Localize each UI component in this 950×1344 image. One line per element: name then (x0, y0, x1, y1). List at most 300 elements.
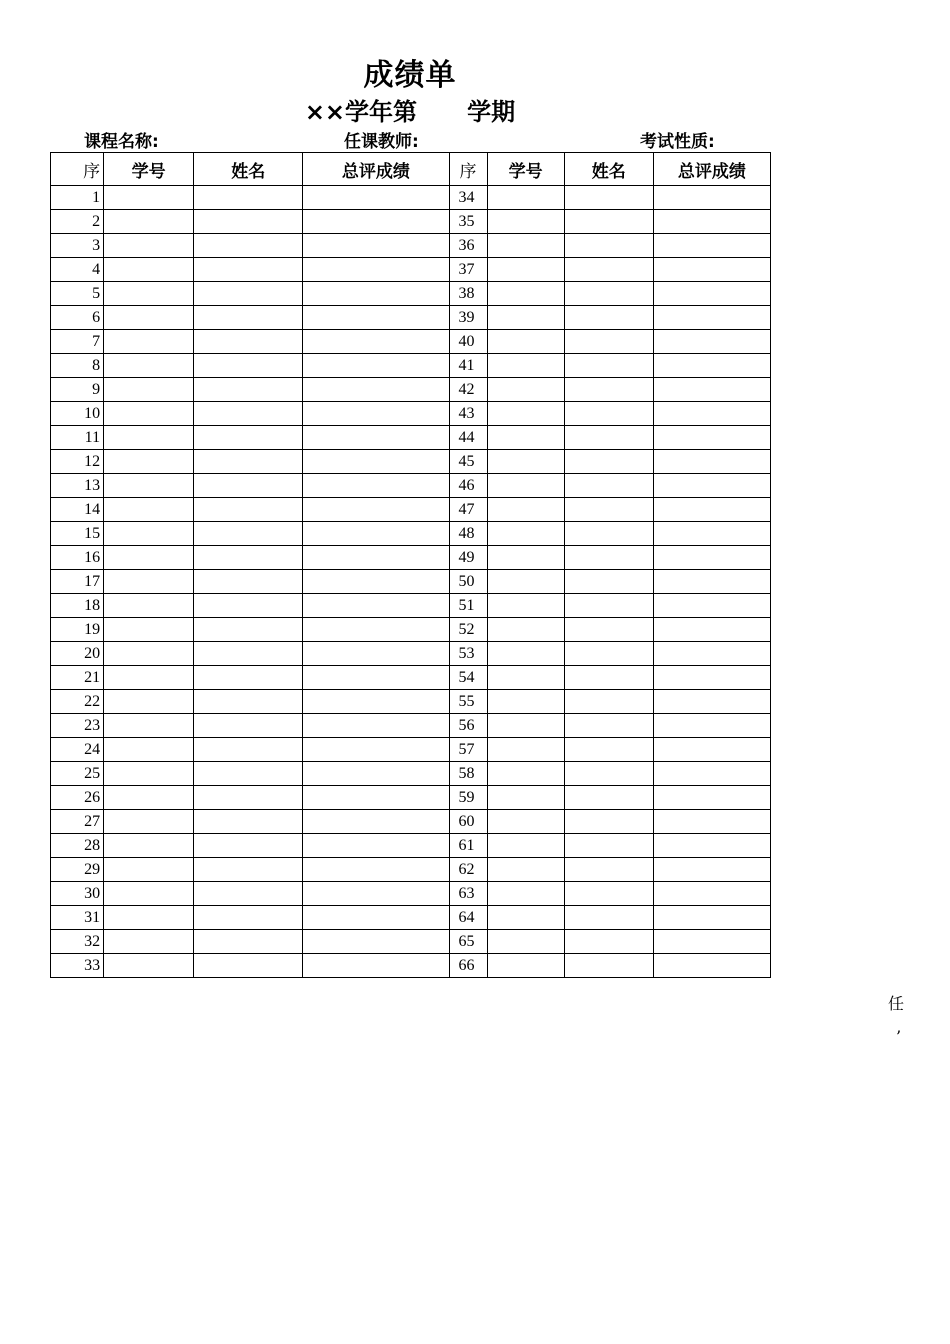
student-name-cell[interactable] (194, 762, 303, 786)
student-name-cell[interactable] (564, 930, 653, 954)
student-name-cell[interactable] (564, 378, 653, 402)
student-id-cell[interactable] (104, 546, 194, 570)
total-score-cell[interactable] (303, 666, 449, 690)
student-name-cell[interactable] (194, 402, 303, 426)
student-name-cell[interactable] (564, 738, 653, 762)
student-id-cell[interactable] (487, 690, 564, 714)
total-score-cell[interactable] (303, 282, 449, 306)
student-name-cell[interactable] (564, 786, 653, 810)
student-name-cell[interactable] (564, 522, 653, 546)
seq-cell: 11 (51, 426, 104, 450)
total-score-cell[interactable] (653, 330, 770, 354)
student-id-cell[interactable] (487, 354, 564, 378)
seq-cell: 47 (449, 498, 487, 522)
student-id-cell[interactable] (487, 426, 564, 450)
seq-cell: 30 (51, 882, 104, 906)
student-name-cell[interactable] (194, 354, 303, 378)
student-name-cell[interactable] (564, 834, 653, 858)
table-row (51, 210, 771, 234)
table-row (51, 402, 771, 426)
teacher-label: 任课教师: (344, 132, 419, 152)
header-student-id-left: 学号 (104, 153, 194, 186)
student-name-cell[interactable] (194, 882, 303, 906)
table-row (51, 930, 771, 954)
student-name-cell[interactable] (564, 954, 653, 978)
total-score-cell[interactable] (303, 186, 449, 210)
header-name-left: 姓名 (194, 153, 303, 186)
total-score-cell[interactable] (653, 426, 770, 450)
student-id-cell[interactable] (104, 258, 194, 282)
seq-cell: 57 (449, 738, 487, 762)
seq-cell: 20 (51, 642, 104, 666)
total-score-cell[interactable] (303, 714, 449, 738)
student-id-cell[interactable] (487, 330, 564, 354)
table-row (51, 906, 771, 930)
seq-cell: 61 (449, 834, 487, 858)
student-name-cell[interactable] (194, 786, 303, 810)
student-id-cell[interactable] (104, 594, 194, 618)
seq-cell: 25 (51, 762, 104, 786)
header-total-score-left: 总评成绩 (303, 153, 449, 186)
seq-cell: 59 (449, 786, 487, 810)
seq-cell: 22 (51, 690, 104, 714)
total-score-cell[interactable] (653, 834, 770, 858)
student-name-cell[interactable] (564, 810, 653, 834)
seq-cell: 31 (51, 906, 104, 930)
seq-cell: 27 (51, 810, 104, 834)
student-id-cell[interactable] (104, 642, 194, 666)
seq-cell: 34 (449, 186, 487, 210)
total-score-cell[interactable] (303, 354, 449, 378)
student-id-cell[interactable] (487, 786, 564, 810)
student-id-cell[interactable] (104, 522, 194, 546)
header-seq-right: 序 (449, 153, 487, 186)
student-name-cell[interactable] (564, 570, 653, 594)
student-id-cell[interactable] (487, 450, 564, 474)
seq-cell: 4 (51, 258, 104, 282)
total-score-cell[interactable] (303, 954, 449, 978)
total-score-cell[interactable] (303, 258, 449, 282)
seq-cell: 28 (51, 834, 104, 858)
student-id-cell[interactable] (487, 762, 564, 786)
seq-cell: 19 (51, 618, 104, 642)
student-id-cell[interactable] (104, 306, 194, 330)
total-score-cell[interactable] (653, 858, 770, 882)
seq-cell: 14 (51, 498, 104, 522)
seq-cell: 18 (51, 594, 104, 618)
seq-cell: 54 (449, 666, 487, 690)
student-id-cell[interactable] (104, 210, 194, 234)
student-name-cell[interactable] (564, 210, 653, 234)
seq-cell: 26 (51, 786, 104, 810)
total-score-cell[interactable] (303, 858, 449, 882)
student-id-cell[interactable] (104, 378, 194, 402)
table-row (51, 306, 771, 330)
table-row (51, 378, 771, 402)
student-id-cell[interactable] (104, 954, 194, 978)
table-row (51, 618, 771, 642)
seq-cell: 64 (449, 906, 487, 930)
seq-cell: 35 (449, 210, 487, 234)
table-row (51, 282, 771, 306)
student-id-cell[interactable] (104, 762, 194, 786)
student-id-cell[interactable] (104, 450, 194, 474)
total-score-cell[interactable] (653, 690, 770, 714)
seq-cell: 1 (51, 186, 104, 210)
student-name-cell[interactable] (194, 714, 303, 738)
seq-cell: 10 (51, 402, 104, 426)
seq-cell: 58 (449, 762, 487, 786)
student-id-cell[interactable] (487, 642, 564, 666)
clipped-margin-mark: ’ (896, 1027, 902, 1046)
student-id-cell[interactable] (487, 498, 564, 522)
student-id-cell[interactable] (104, 930, 194, 954)
total-score-cell[interactable] (303, 762, 449, 786)
seq-cell: 62 (449, 858, 487, 882)
student-id-cell[interactable] (487, 258, 564, 282)
total-score-cell[interactable] (303, 450, 449, 474)
seq-cell: 33 (51, 954, 104, 978)
student-name-cell[interactable] (194, 954, 303, 978)
total-score-cell[interactable] (303, 834, 449, 858)
student-name-cell[interactable] (564, 882, 653, 906)
student-id-cell[interactable] (104, 714, 194, 738)
seq-cell: 32 (51, 930, 104, 954)
total-score-cell[interactable] (303, 690, 449, 714)
student-name-cell[interactable] (564, 690, 653, 714)
student-name-cell[interactable] (564, 186, 653, 210)
student-name-cell[interactable] (194, 330, 303, 354)
total-score-cell[interactable] (303, 570, 449, 594)
header-row (51, 153, 771, 186)
student-id-cell[interactable] (104, 882, 194, 906)
student-name-cell[interactable] (564, 354, 653, 378)
student-id-cell[interactable] (104, 906, 194, 930)
table-row (51, 666, 771, 690)
seq-cell: 63 (449, 882, 487, 906)
student-id-cell[interactable] (487, 666, 564, 690)
total-score-cell[interactable] (653, 498, 770, 522)
table-row (51, 186, 771, 210)
total-score-cell[interactable] (303, 786, 449, 810)
student-id-cell[interactable] (487, 810, 564, 834)
table-row (51, 522, 771, 546)
student-id-cell[interactable] (104, 570, 194, 594)
sheet-title: 成绩单 (363, 58, 457, 93)
total-score-cell[interactable] (303, 426, 449, 450)
table-row (51, 762, 771, 786)
student-name-cell[interactable] (194, 906, 303, 930)
total-score-cell[interactable] (303, 906, 449, 930)
total-score-cell[interactable] (303, 522, 449, 546)
seq-cell: 9 (51, 378, 104, 402)
seq-cell: 38 (449, 282, 487, 306)
total-score-cell[interactable] (653, 786, 770, 810)
student-name-cell[interactable] (564, 282, 653, 306)
seq-cell: 24 (51, 738, 104, 762)
student-name-cell[interactable] (564, 450, 653, 474)
seq-cell: 53 (449, 642, 487, 666)
student-name-cell[interactable] (564, 714, 653, 738)
student-name-cell[interactable] (194, 738, 303, 762)
seq-cell: 12 (51, 450, 104, 474)
student-name-cell[interactable] (194, 474, 303, 498)
student-id-cell[interactable] (487, 858, 564, 882)
table-row (51, 426, 771, 450)
student-name-cell[interactable] (564, 642, 653, 666)
student-name-cell[interactable] (194, 930, 303, 954)
student-name-cell[interactable] (194, 186, 303, 210)
student-name-cell[interactable] (564, 666, 653, 690)
seq-cell: 48 (449, 522, 487, 546)
student-name-cell[interactable] (194, 426, 303, 450)
student-name-cell[interactable] (564, 546, 653, 570)
total-score-cell[interactable] (653, 354, 770, 378)
total-score-cell[interactable] (303, 546, 449, 570)
seq-cell: 2 (51, 210, 104, 234)
total-score-cell[interactable] (303, 474, 449, 498)
seq-cell: 45 (449, 450, 487, 474)
total-score-cell[interactable] (303, 618, 449, 642)
header-seq-left: 序 (51, 153, 104, 186)
student-name-cell[interactable] (564, 234, 653, 258)
student-id-cell[interactable] (104, 786, 194, 810)
total-score-cell[interactable] (303, 498, 449, 522)
seq-cell: 51 (449, 594, 487, 618)
total-score-cell[interactable] (653, 738, 770, 762)
student-name-cell[interactable] (564, 402, 653, 426)
table-row (51, 258, 771, 282)
student-name-cell[interactable] (564, 498, 653, 522)
table-row (51, 234, 771, 258)
seq-cell: 42 (449, 378, 487, 402)
student-id-cell[interactable] (487, 402, 564, 426)
seq-cell: 44 (449, 426, 487, 450)
table-row (51, 858, 771, 882)
student-id-cell[interactable] (104, 618, 194, 642)
header-total-score-right: 总评成绩 (653, 153, 770, 186)
seq-cell: 7 (51, 330, 104, 354)
seq-cell: 6 (51, 306, 104, 330)
student-name-cell[interactable] (194, 666, 303, 690)
seq-cell: 52 (449, 618, 487, 642)
student-id-cell[interactable] (487, 546, 564, 570)
table-row (51, 786, 771, 810)
total-score-cell[interactable] (653, 642, 770, 666)
table-row (51, 474, 771, 498)
student-id-cell[interactable] (104, 834, 194, 858)
student-id-cell[interactable] (104, 186, 194, 210)
total-score-cell[interactable] (653, 186, 770, 210)
header-name-right: 姓名 (564, 153, 653, 186)
seq-cell: 49 (449, 546, 487, 570)
seq-cell: 43 (449, 402, 487, 426)
student-name-cell[interactable] (194, 450, 303, 474)
total-score-cell[interactable] (653, 810, 770, 834)
student-id-cell[interactable] (104, 474, 194, 498)
seq-cell: 55 (449, 690, 487, 714)
seq-cell: 13 (51, 474, 104, 498)
seq-cell: 65 (449, 930, 487, 954)
student-name-cell[interactable] (564, 618, 653, 642)
student-id-cell[interactable] (104, 690, 194, 714)
student-name-cell[interactable] (194, 858, 303, 882)
student-id-cell[interactable] (487, 906, 564, 930)
student-name-cell[interactable] (194, 306, 303, 330)
student-id-cell[interactable] (104, 354, 194, 378)
student-id-cell[interactable] (487, 714, 564, 738)
student-name-cell[interactable] (194, 594, 303, 618)
student-name-cell[interactable] (194, 522, 303, 546)
exam-type-label: 考试性质: (640, 132, 715, 152)
seq-cell: 8 (51, 354, 104, 378)
grade-table-body (51, 186, 771, 978)
student-id-cell[interactable] (487, 930, 564, 954)
student-name-cell[interactable] (194, 642, 303, 666)
total-score-cell[interactable] (653, 714, 770, 738)
student-name-cell[interactable] (564, 594, 653, 618)
table-row (51, 738, 771, 762)
table-row (51, 714, 771, 738)
table-row (51, 834, 771, 858)
student-id-cell[interactable] (104, 234, 194, 258)
total-score-cell[interactable] (653, 618, 770, 642)
total-score-cell[interactable] (303, 810, 449, 834)
student-id-cell[interactable] (104, 426, 194, 450)
total-score-cell[interactable] (653, 474, 770, 498)
student-id-cell[interactable] (487, 522, 564, 546)
total-score-cell[interactable] (653, 954, 770, 978)
student-name-cell[interactable] (194, 690, 303, 714)
total-score-cell[interactable] (303, 210, 449, 234)
seq-cell: 16 (51, 546, 104, 570)
student-name-cell[interactable] (564, 858, 653, 882)
total-score-cell[interactable] (303, 378, 449, 402)
total-score-cell[interactable] (653, 882, 770, 906)
student-id-cell[interactable] (487, 282, 564, 306)
student-id-cell[interactable] (487, 834, 564, 858)
table-row (51, 546, 771, 570)
total-score-cell[interactable] (303, 642, 449, 666)
total-score-cell[interactable] (653, 282, 770, 306)
student-name-cell[interactable] (564, 306, 653, 330)
total-score-cell[interactable] (303, 234, 449, 258)
total-score-cell[interactable] (653, 378, 770, 402)
total-score-cell[interactable] (303, 882, 449, 906)
total-score-cell[interactable] (653, 210, 770, 234)
seq-cell: 37 (449, 258, 487, 282)
course-name-label: 课程名称: (84, 132, 159, 152)
student-id-cell[interactable] (487, 474, 564, 498)
total-score-cell[interactable] (303, 930, 449, 954)
student-name-cell[interactable] (564, 762, 653, 786)
student-name-cell[interactable] (194, 546, 303, 570)
total-score-cell[interactable] (653, 570, 770, 594)
header-student-id-right: 学号 (487, 153, 564, 186)
student-name-cell[interactable] (564, 474, 653, 498)
student-id-cell[interactable] (487, 186, 564, 210)
student-name-cell[interactable] (564, 258, 653, 282)
total-score-cell[interactable] (653, 258, 770, 282)
student-name-cell[interactable] (194, 258, 303, 282)
student-name-cell[interactable] (194, 210, 303, 234)
total-score-cell[interactable] (653, 234, 770, 258)
student-name-cell[interactable] (194, 810, 303, 834)
total-score-cell[interactable] (303, 402, 449, 426)
total-score-cell[interactable] (303, 306, 449, 330)
student-name-cell[interactable] (194, 570, 303, 594)
student-name-cell[interactable] (194, 378, 303, 402)
seq-cell: 36 (449, 234, 487, 258)
table-row (51, 354, 771, 378)
student-id-cell[interactable] (487, 378, 564, 402)
total-score-cell[interactable] (653, 450, 770, 474)
student-id-cell[interactable] (487, 882, 564, 906)
table-row (51, 450, 771, 474)
student-id-cell[interactable] (104, 498, 194, 522)
seq-cell: 40 (449, 330, 487, 354)
student-id-cell[interactable] (104, 738, 194, 762)
seq-cell: 39 (449, 306, 487, 330)
total-score-cell[interactable] (653, 666, 770, 690)
seq-cell: 15 (51, 522, 104, 546)
table-row (51, 642, 771, 666)
total-score-cell[interactable] (653, 762, 770, 786)
student-name-cell[interactable] (194, 498, 303, 522)
total-score-cell[interactable] (653, 930, 770, 954)
table-row (51, 594, 771, 618)
student-id-cell[interactable] (487, 738, 564, 762)
total-score-cell[interactable] (653, 306, 770, 330)
table-row (51, 570, 771, 594)
seq-cell: 41 (449, 354, 487, 378)
student-id-cell[interactable] (487, 570, 564, 594)
seq-cell: 17 (51, 570, 104, 594)
student-name-cell[interactable] (564, 426, 653, 450)
student-id-cell[interactable] (104, 330, 194, 354)
student-name-cell[interactable] (194, 282, 303, 306)
total-score-cell[interactable] (653, 594, 770, 618)
student-id-cell[interactable] (487, 594, 564, 618)
seq-cell: 21 (51, 666, 104, 690)
student-id-cell[interactable] (104, 282, 194, 306)
student-id-cell[interactable] (104, 810, 194, 834)
total-score-cell[interactable] (653, 402, 770, 426)
total-score-cell[interactable] (303, 738, 449, 762)
student-id-cell[interactable] (104, 402, 194, 426)
student-id-cell[interactable] (487, 210, 564, 234)
student-name-cell[interactable] (194, 234, 303, 258)
student-name-cell[interactable] (194, 618, 303, 642)
table-row (51, 882, 771, 906)
total-score-cell[interactable] (653, 906, 770, 930)
total-score-cell[interactable] (653, 522, 770, 546)
student-id-cell[interactable] (487, 306, 564, 330)
total-score-cell[interactable] (303, 330, 449, 354)
student-id-cell[interactable] (487, 234, 564, 258)
student-name-cell[interactable] (564, 330, 653, 354)
total-score-cell[interactable] (303, 594, 449, 618)
total-score-cell[interactable] (653, 546, 770, 570)
student-id-cell[interactable] (487, 618, 564, 642)
student-id-cell[interactable] (104, 666, 194, 690)
student-name-cell[interactable] (564, 906, 653, 930)
seq-cell: 50 (449, 570, 487, 594)
student-id-cell[interactable] (487, 954, 564, 978)
seq-cell: 56 (449, 714, 487, 738)
student-name-cell[interactable] (194, 834, 303, 858)
student-id-cell[interactable] (104, 858, 194, 882)
